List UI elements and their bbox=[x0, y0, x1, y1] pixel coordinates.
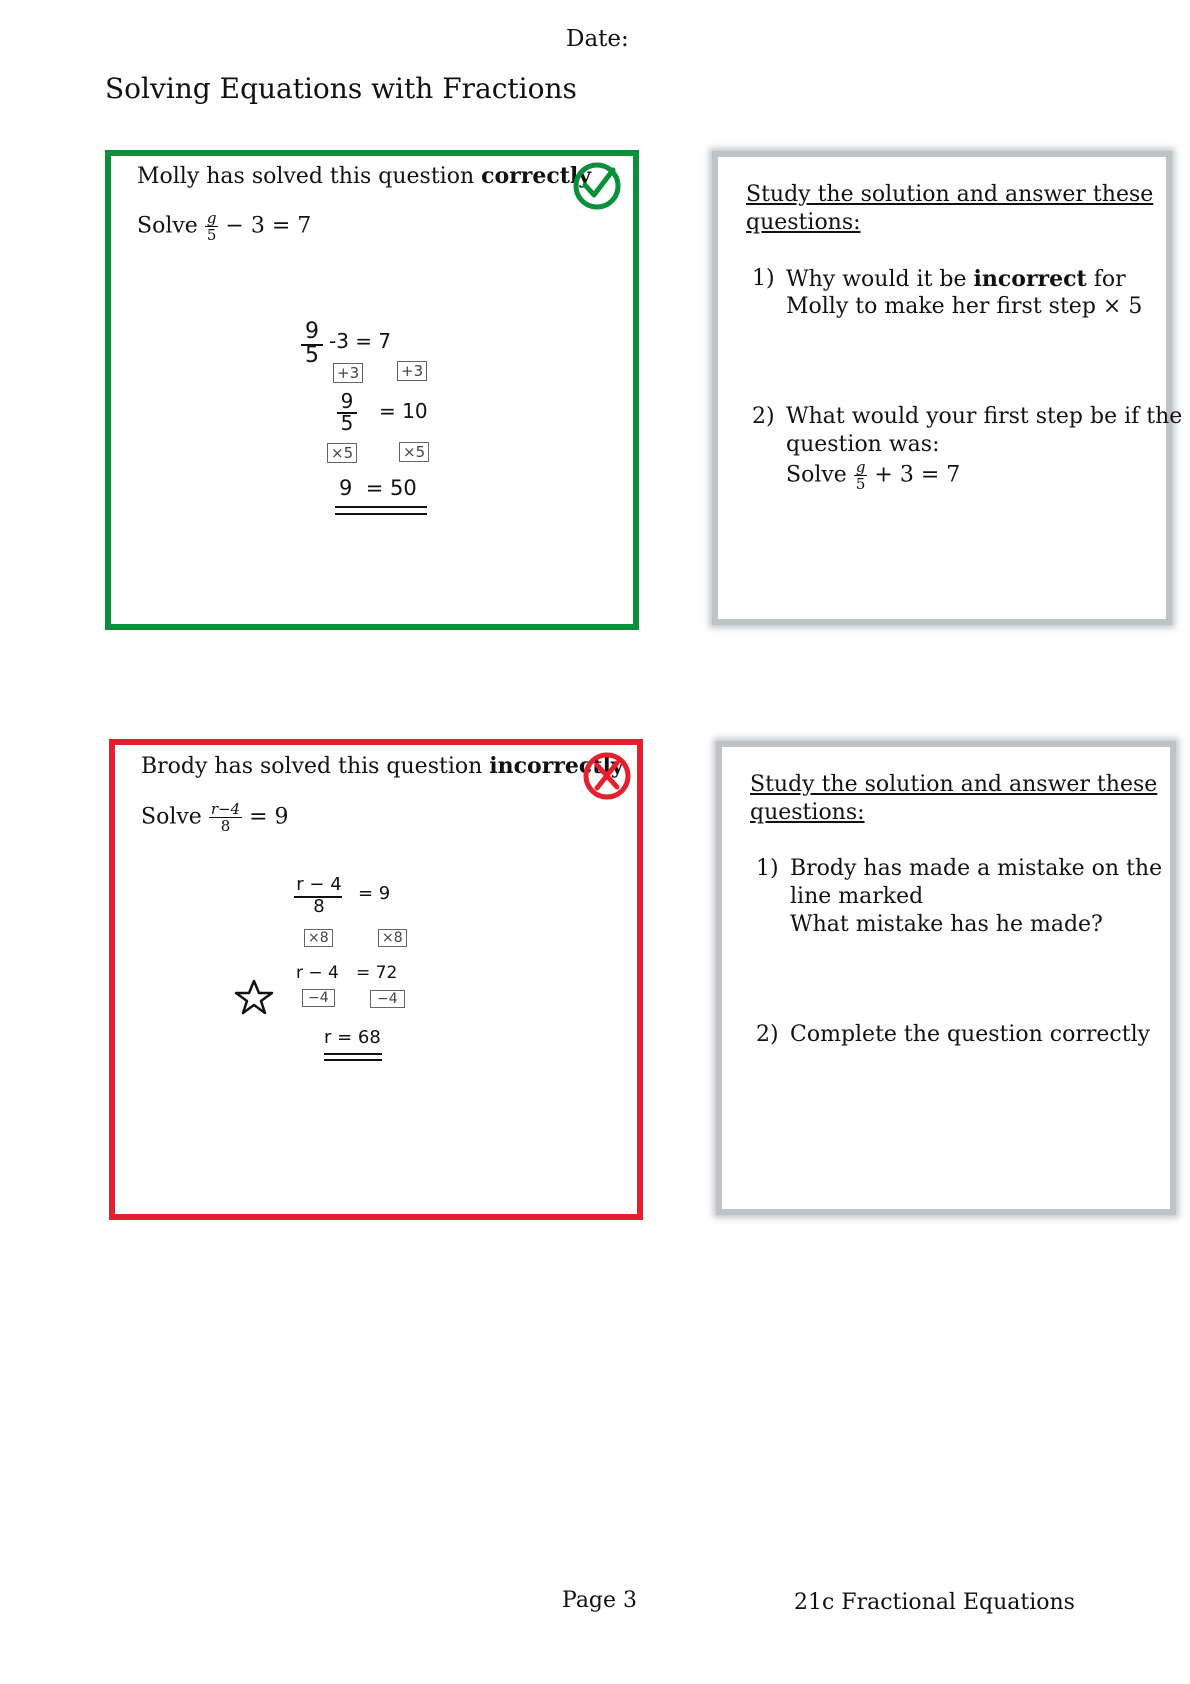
hw-denominator: 5 bbox=[340, 411, 354, 435]
fraction-denominator: 5 bbox=[206, 226, 217, 244]
hw-underline bbox=[324, 1053, 382, 1055]
questions-heading-line1: Study the solution and answer these bbox=[746, 182, 1154, 207]
hw-op-box: +3 bbox=[397, 361, 427, 381]
hw-op-box: −4 bbox=[302, 989, 335, 1007]
molly-intro bbox=[137, 162, 591, 191]
hw-answer: 9 = 50 bbox=[339, 476, 417, 500]
question-text: Complete the question correctly bbox=[790, 1022, 1151, 1047]
hw-line1-rest: = 9 bbox=[358, 883, 391, 904]
question-text-bold: incorrect bbox=[973, 266, 1087, 292]
molly-intro-text: Molly has solved this question bbox=[137, 164, 482, 189]
question-number: 2) bbox=[756, 1022, 779, 1047]
brody-intro bbox=[141, 752, 624, 781]
document-name: 21c Fractional Equations bbox=[794, 1590, 1075, 1615]
question-number: 1) bbox=[756, 856, 779, 881]
fraction-numerator: g bbox=[206, 209, 217, 227]
brody-solution-panel bbox=[109, 739, 643, 1220]
hw-underline bbox=[324, 1059, 382, 1061]
hw-denominator: 8 bbox=[313, 896, 325, 917]
fraction-numerator: r−4 bbox=[210, 800, 241, 818]
hw-line3-left: r − 4 bbox=[296, 963, 339, 983]
hw-op-box: +3 bbox=[333, 363, 363, 383]
hw-underline bbox=[335, 513, 427, 515]
brody-intro-bold: incorrectly bbox=[489, 753, 624, 779]
solve-label: Solve bbox=[137, 213, 198, 239]
page-number: Page 3 bbox=[562, 1588, 638, 1613]
hw-underline bbox=[335, 506, 427, 508]
question-equation bbox=[786, 459, 960, 492]
fraction bbox=[205, 210, 219, 243]
fraction-denominator: 8 bbox=[220, 817, 231, 835]
question-text: What mistake has he made? bbox=[790, 912, 1103, 937]
hw-numerator: r − 4 bbox=[296, 874, 342, 895]
hw-line3-rest: = 10 bbox=[379, 399, 428, 423]
molly-working bbox=[301, 321, 461, 521]
molly-equation bbox=[137, 210, 311, 243]
molly-intro-bold: correctly bbox=[481, 163, 592, 189]
question-text: question was: bbox=[786, 432, 940, 457]
equation-rest: − 3 = 7 bbox=[218, 213, 312, 239]
brody-questions-panel bbox=[716, 741, 1176, 1215]
hw-numerator: 9 bbox=[340, 389, 354, 413]
equation-rest: = 9 bbox=[242, 804, 289, 830]
fraction-numerator: g bbox=[855, 458, 866, 476]
hw-op-box: ×5 bbox=[399, 442, 429, 462]
question-text-part: Why would it be bbox=[786, 267, 974, 292]
question-number: 1) bbox=[752, 266, 775, 291]
equation-rest: + 3 = 7 bbox=[867, 462, 961, 488]
solve-label: Solve bbox=[786, 462, 847, 488]
question-text: What would your first step be if the bbox=[786, 404, 1183, 429]
hw-op-box: ×8 bbox=[378, 929, 407, 947]
star-marker-icon bbox=[234, 979, 274, 1015]
questions-heading-line1: Study the solution and answer these bbox=[750, 772, 1158, 797]
fraction-denominator: 5 bbox=[855, 475, 866, 493]
brody-equation bbox=[141, 801, 289, 834]
hw-line1-rest: -3 = 7 bbox=[329, 329, 392, 353]
fraction bbox=[209, 801, 242, 834]
question-text bbox=[786, 265, 1126, 294]
page-title: Solving Equations with Fractions bbox=[105, 72, 577, 105]
check-circle-icon bbox=[571, 160, 623, 212]
solve-label: Solve bbox=[141, 804, 202, 830]
questions-heading-line2: questions: bbox=[746, 210, 861, 235]
hw-denominator: 5 bbox=[305, 343, 319, 368]
hw-numerator: 9 bbox=[305, 319, 319, 344]
hw-op-box: ×5 bbox=[327, 443, 357, 463]
brody-working bbox=[240, 875, 480, 1075]
question-text: Molly to make her first step × 5 bbox=[786, 294, 1143, 319]
hw-op-box: ×8 bbox=[304, 929, 333, 947]
molly-questions-panel bbox=[712, 151, 1183, 625]
hw-op-box: −4 bbox=[370, 990, 405, 1008]
hw-line3-right: = 72 bbox=[356, 963, 398, 983]
question-text: line marked bbox=[790, 884, 924, 909]
question-text: Brody has made a mistake on the bbox=[790, 856, 1163, 881]
questions-heading-line2: questions: bbox=[750, 800, 865, 825]
date-label: Date: bbox=[566, 26, 629, 52]
fraction bbox=[854, 459, 868, 492]
molly-solution-panel bbox=[105, 150, 639, 630]
brody-intro-text: Brody has solved this question bbox=[141, 754, 490, 779]
cross-circle-icon bbox=[581, 750, 633, 802]
hw-answer: r = 68 bbox=[324, 1027, 381, 1048]
question-text-part: for bbox=[1086, 267, 1126, 292]
question-number: 2) bbox=[752, 404, 775, 429]
